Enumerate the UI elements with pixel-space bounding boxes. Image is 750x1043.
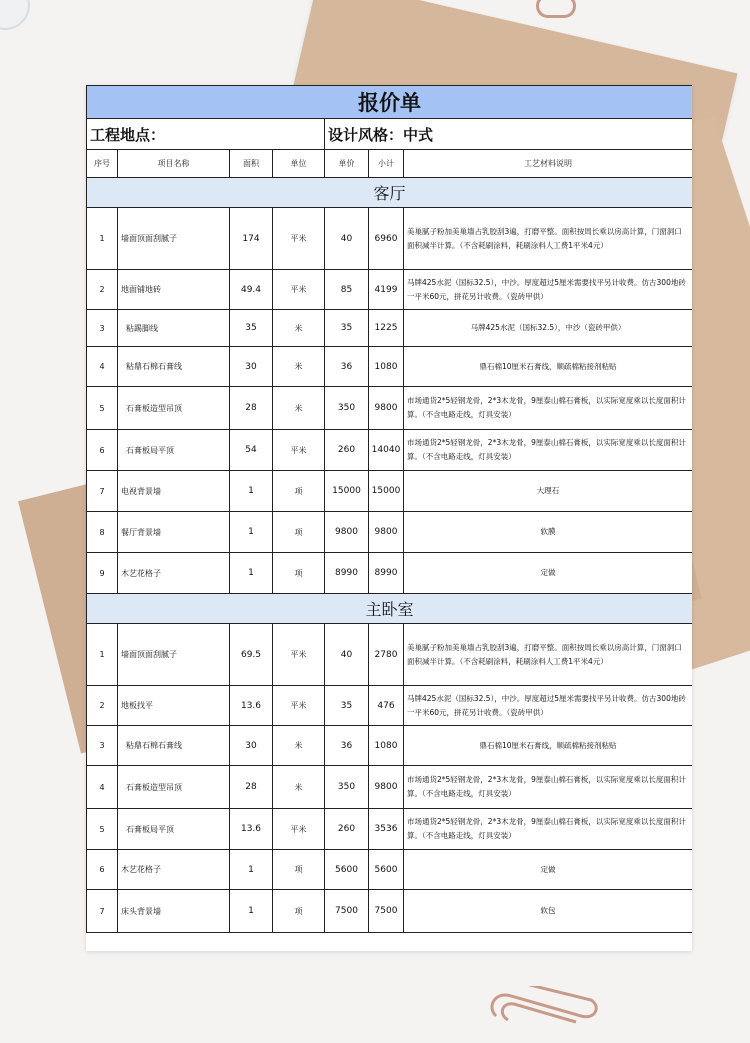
table-row [87,208,693,270]
cell-area: 30 [230,347,273,387]
cell-price: 35 [325,686,369,726]
cell-name: 粘鼎石棉石膏线 [118,726,230,766]
cell-unit: 项 [273,850,325,890]
table-row [87,890,693,933]
cell-price: 5600 [325,850,369,890]
header-desc: 工艺材料说明 [404,150,693,178]
cell-desc: 鼎石棉10厘米石膏线，顺疏棉粘接剂粘贴 [404,726,693,766]
sheet-title: 报价单 [87,86,693,119]
cell-subtotal: 6960 [369,208,404,270]
header-unit: 单位 [273,150,325,178]
cell-desc: 鼎石棉10厘米石膏线，顺疏棉粘接剂粘贴 [404,347,693,387]
cell-area: 30 [230,726,273,766]
cell-name: 石膏板局平顶 [118,809,230,850]
cell-area: 69.5 [230,624,273,686]
cell-name: 石膏板造型吊顶 [118,387,230,430]
cell-area: 35 [230,310,273,347]
cell-desc: 软膜 [404,512,693,553]
quotation-table [86,85,692,933]
cell-subtotal: 14040 [369,430,404,471]
cell-subtotal: 1080 [369,726,404,766]
cell-name: 地面铺地砖 [118,270,230,310]
cell-area: 1 [230,512,273,553]
cell-subtotal: 9800 [369,387,404,430]
quotation-sheet [86,85,692,951]
cell-desc: 市场通货2*5轻钢龙骨，2*3木龙骨，9厘泰山棉石膏板，以实际宽度乘以长度面积计算。（不含电路走线，灯具安装） [404,387,693,430]
cell-name: 电视背景墙 [118,471,230,512]
cell-no: 6 [87,850,118,890]
cell-desc: 市场通货2*5轻钢龙骨，2*3木龙骨，9厘泰山棉石膏板，以实际宽度乘以长度面积计算。（不含电路走线，灯具安装） [404,809,693,850]
cell-price: 9800 [325,512,369,553]
cell-price: 40 [325,624,369,686]
table-row [87,766,693,809]
cell-unit: 平米 [273,809,325,850]
cell-no: 3 [87,310,118,347]
cell-name: 粘踢脚线 [118,310,230,347]
cell-area: 1 [230,890,273,933]
cell-unit: 米 [273,347,325,387]
cell-unit: 平米 [273,208,325,270]
cell-no: 2 [87,270,118,310]
cell-no: 1 [87,624,118,686]
cell-no: 5 [87,809,118,850]
cell-no: 5 [87,387,118,430]
cell-subtotal: 476 [369,686,404,726]
cell-subtotal: 3536 [369,809,404,850]
table-row [87,347,693,387]
cell-no: 1 [87,208,118,270]
cell-name: 床头背景墙 [118,890,230,933]
cell-area: 28 [230,387,273,430]
cell-price: 8990 [325,553,369,594]
cell-unit: 米 [273,310,325,347]
cell-desc: 美巢腻子粉加美巢墙占乳胶刮3遍，打磨平整。面积按周长乘以房高计算，门窗洞口面积减半计算。（不含耗刷涂料，耗刷涂料人工费1平米4元） [404,208,693,270]
cell-area: 1 [230,471,273,512]
header-no: 序号 [87,150,118,178]
table-row [87,850,693,890]
cell-name: 木艺花格子 [118,553,230,594]
cell-name: 石膏板造型吊顶 [118,766,230,809]
cell-area: 1 [230,850,273,890]
cell-desc: 市场通货2*5轻钢龙骨，2*3木龙骨，9厘泰山棉石膏板，以实际宽度乘以长度面积计算。（不含电路走线，灯具安装） [404,430,693,471]
cell-price: 7500 [325,890,369,933]
location-label: 工程地点： [87,119,325,150]
cell-subtotal: 5600 [369,850,404,890]
cell-no: 4 [87,347,118,387]
cell-price: 36 [325,726,369,766]
cell-name: 粘鼎石棉石膏线 [118,347,230,387]
table-row [87,512,693,553]
table-row [87,809,693,850]
cell-price: 350 [325,766,369,809]
cell-unit: 项 [273,471,325,512]
header-price: 单价 [325,150,369,178]
cell-price: 260 [325,430,369,471]
cell-area: 13.6 [230,686,273,726]
table-row [87,686,693,726]
cell-unit: 米 [273,766,325,809]
section-title: 客厅 [87,178,693,208]
cell-unit: 平米 [273,430,325,471]
table-row [87,553,693,594]
cell-price: 350 [325,387,369,430]
header-subtotal: 小计 [369,150,404,178]
cell-price: 15000 [325,471,369,512]
cell-no: 6 [87,430,118,471]
cell-area: 1 [230,553,273,594]
cell-name: 木艺花格子 [118,850,230,890]
cell-desc: 定做 [404,850,693,890]
cell-area: 13.6 [230,809,273,850]
cell-area: 49.4 [230,270,273,310]
cell-area: 174 [230,208,273,270]
cell-price: 35 [325,310,369,347]
section-title: 主卧室 [87,594,693,624]
cell-area: 28 [230,766,273,809]
cell-subtotal: 2780 [369,624,404,686]
cell-unit: 项 [273,890,325,933]
table-row [87,471,693,512]
table-row [87,624,693,686]
cell-desc: 马牌425水泥（国标32.5），中沙（瓷砖甲供） [404,310,693,347]
cell-no: 9 [87,553,118,594]
cell-no: 7 [87,471,118,512]
table-row [87,270,693,310]
cell-name: 墙面顶面刮腻子 [118,208,230,270]
cell-price: 40 [325,208,369,270]
cell-subtotal: 1080 [369,347,404,387]
table-row [87,387,693,430]
cell-price: 85 [325,270,369,310]
cell-desc: 马牌425水泥（国标32.5），中沙。厚度超过5厘米需要找平另计收费。仿古300地砖一平米60元，拼花另计收费。（瓷砖甲供） [404,686,693,726]
cell-unit: 平米 [273,624,325,686]
cell-name: 地板找平 [118,686,230,726]
cell-unit: 米 [273,726,325,766]
cell-desc: 美巢腻子粉加美巢墙占乳胶刮3遍，打磨平整。面积按周长乘以房高计算，门窗洞口面积减半计算。（不含耗刷涂料，耗刷涂料人工费1平米4元） [404,624,693,686]
cell-area: 54 [230,430,273,471]
style-label: 设计风格：中式 [325,119,693,150]
cell-subtotal: 1225 [369,310,404,347]
cell-unit: 项 [273,553,325,594]
cell-desc: 大理石 [404,471,693,512]
cell-price: 260 [325,809,369,850]
cell-price: 36 [325,347,369,387]
cell-subtotal: 9800 [369,512,404,553]
table-row [87,430,693,471]
cell-unit: 项 [273,512,325,553]
glass-decoration [0,0,30,30]
cell-no: 8 [87,512,118,553]
cell-subtotal: 15000 [369,471,404,512]
cell-subtotal: 7500 [369,890,404,933]
table-row [87,726,693,766]
cell-unit: 平米 [273,686,325,726]
cell-no: 2 [87,686,118,726]
cell-desc: 马牌425水泥（国标32.5），中沙。厚度超过5厘米需要找平另计收费。仿古300地砖一平米60元，拼花另计收费。（瓷砖甲供） [404,270,693,310]
cell-subtotal: 8990 [369,553,404,594]
paperclip-bottom-icon [486,986,606,1026]
cell-name: 墙面顶面刮腻子 [118,624,230,686]
cell-no: 4 [87,766,118,809]
cell-desc: 定做 [404,553,693,594]
cell-desc: 软包 [404,890,693,933]
cell-name: 石膏板局平顶 [118,430,230,471]
cell-no: 3 [87,726,118,766]
cell-subtotal: 4199 [369,270,404,310]
cell-unit: 平米 [273,270,325,310]
cell-desc: 市场通货2*5轻钢龙骨，2*3木龙骨，9厘泰山棉石膏板，以实际宽度乘以长度面积计算。（不含电路走线，灯具安装） [404,766,693,809]
cell-no: 7 [87,890,118,933]
cell-name: 餐厅背景墙 [118,512,230,553]
table-row [87,310,693,347]
paperclip-top-icon [536,0,576,18]
header-name: 项目名称 [118,150,230,178]
header-area: 面积 [230,150,273,178]
cell-unit: 米 [273,387,325,430]
cell-subtotal: 9800 [369,766,404,809]
